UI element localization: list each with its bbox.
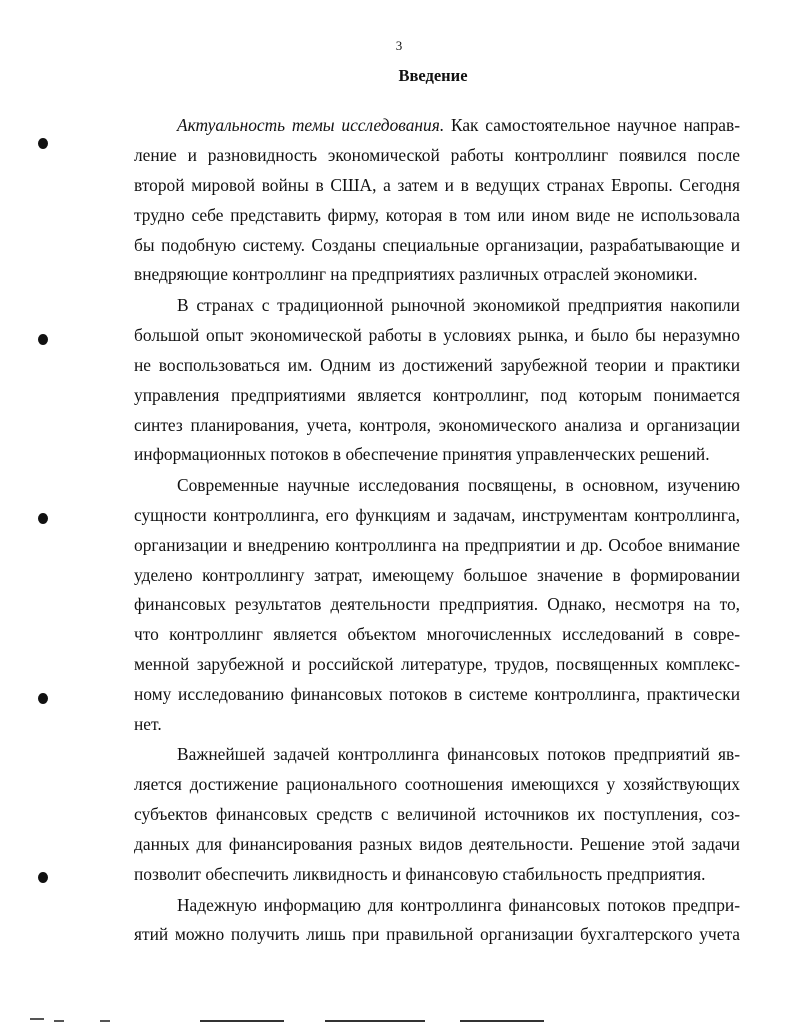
text-line: ляется достижение рационального соотношения имеющихся у хозяйствующих [134,774,740,795]
text-line: организации и внедрению контроллинга на предприятии и др. Особое внимание [134,534,740,555]
text-line: Важнейшей задачей контроллинга финансовых потоков предприятий яв- [177,744,740,765]
text-line: Современные научные исследования посвящены, в основном, изучению [177,474,740,495]
footer-rule [325,1020,425,1022]
text-line: финансовых результатов деятельности предприятия. Однако, несмотря на то, [134,594,740,615]
text-line: не воспользоваться им. Одним из достижений зарубежной теории и практики [134,354,740,375]
text-line: позволит обеспечить ликвидность и финансовую стабильность предприятия. [134,864,706,885]
text-line: бы подобную систему. Созданы специальные организации, разрабатывающие и [134,234,740,255]
emphasized-phrase: Актуальность темы исследования. [177,115,445,135]
page-title: Введение [398,66,468,85]
text-line [134,111,740,141]
text-line: внедряющие контроллинг на предприятиях различных отраслей экономики. [134,264,698,285]
punch-hole-mark [38,693,48,704]
text-line: Надежную информацию для контроллинга финансовых потоков предпри- [177,894,740,915]
text-line: ному исследованию финансовых потоков в системе контроллинга, практически [134,684,740,705]
text-line: трудно себе представить фирму, которая в том или ином виде не использовала [134,204,740,225]
text-line: информационных потоков в обеспечение принятия управленческих решений. [134,444,710,465]
punch-hole-mark [38,872,48,883]
scan-artifact [54,1020,64,1022]
line-text: Как самостоятельное научное направ- [444,115,740,135]
text-line: синтез планирования, учета, контроля, экономического анализа и организации [134,414,740,435]
text-line: В странах с традиционной рыночной экономикой предприятия накопили [177,294,740,315]
text-line: нет. [134,714,162,734]
text-line: большой опыт экономической работы в условиях рынка, и было бы неразумно [134,324,740,345]
punch-hole-mark [38,513,48,524]
footer-rule [200,1020,284,1022]
punch-hole-mark [38,138,48,149]
text-line: сущности контроллинга, его функциям и задачам, инструментам контроллинга, [134,504,740,525]
text-line: управления предприятиями является контроллинг, под которым понимается [134,384,740,405]
scan-artifact [100,1020,110,1022]
text-line: данных для финансирования разных видов деятельности. Решение этой задачи [134,834,740,855]
footer-rule [460,1020,544,1022]
punch-hole-mark [38,334,48,345]
text-line: второй мировой войны в США, а затем и в ведущих странах Европы. Сегодня [134,174,740,195]
body-text [134,111,740,950]
scan-artifact [30,1018,44,1020]
page-number: 3 [395,38,403,53]
text-line: ятий можно получить лишь при правильной организации бухгалтерского учета [134,924,740,945]
text-line: субъектов финансовых средств с величиной источников их поступления, соз- [134,804,740,825]
text-line: уделено контроллингу затрат, имеющему большое значение в формировании [134,564,740,585]
text-line: ление и разновидность экономической работы контроллинг появился после [134,144,740,165]
text-line: менной зарубежной и российской литературе, трудов, посвященных комплекс- [134,654,740,675]
text-line: что контроллинг является объектом многочисленных исследований в совре- [134,624,740,645]
